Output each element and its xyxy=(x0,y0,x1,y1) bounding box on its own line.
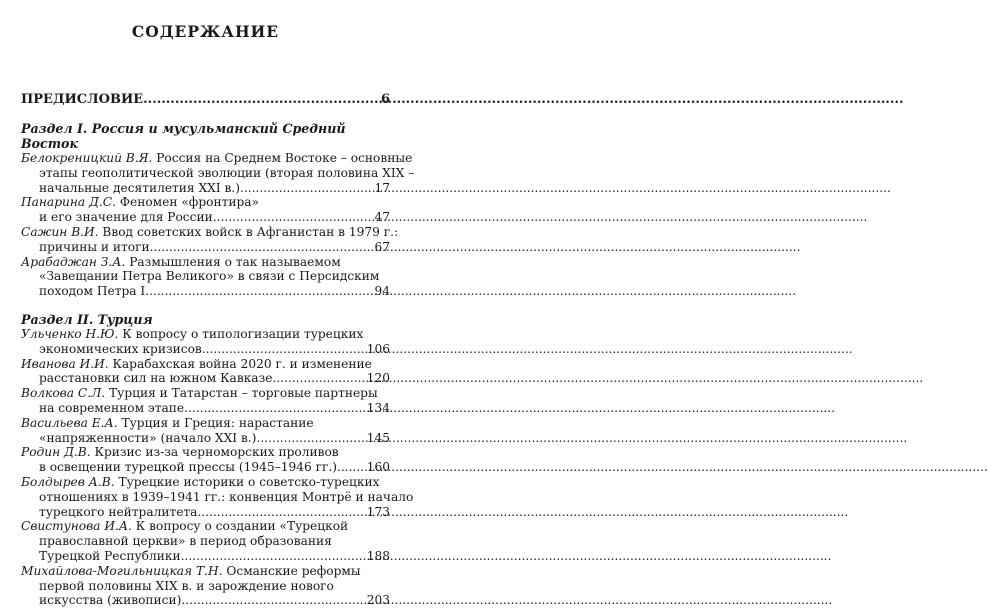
leader-dots xyxy=(217,210,374,225)
entry-title-line: Размышления о так называемом xyxy=(125,254,341,269)
entry-page-number: 17 xyxy=(374,180,390,195)
entry-text xyxy=(39,371,272,386)
entry-line xyxy=(21,549,390,564)
entry-line xyxy=(21,579,390,594)
entry-line xyxy=(21,534,390,549)
entry-author: Свистунова И.А. xyxy=(21,519,132,534)
entry-line xyxy=(21,371,390,386)
entry-line xyxy=(21,284,390,299)
entry-title-line: Россия на Среднем Востоке – основные xyxy=(152,151,413,165)
entry-author: Ульченко Н.Ю. xyxy=(21,326,119,341)
entry-title-line: «напряженности» (начало XXI в.) xyxy=(39,430,257,445)
table-of-contents xyxy=(21,92,415,608)
entry-page-number: 134 xyxy=(366,400,390,415)
section-heading: Раздел II. Турция xyxy=(21,311,153,327)
entry-line xyxy=(21,327,390,342)
entry-text xyxy=(21,519,348,534)
entry-line xyxy=(21,357,390,372)
entry-line xyxy=(21,210,390,225)
entry-title-line: турецкого нейтралитета xyxy=(39,504,198,519)
entry-text xyxy=(39,181,240,196)
leader-dots xyxy=(197,505,365,520)
entry-text xyxy=(39,431,256,446)
entry-title-line: искусства (живописи) xyxy=(39,593,182,608)
leader-dots xyxy=(143,92,380,108)
entry-author: Белокреницкий В.Я. xyxy=(21,151,153,165)
entry-page-number: 67 xyxy=(374,239,390,254)
preface-title: ПРЕДИСЛОВИЕ xyxy=(21,92,144,107)
entry-line xyxy=(21,240,390,255)
leader-dots xyxy=(181,593,365,608)
entry-page-number: 203 xyxy=(366,593,390,608)
entry-line xyxy=(21,269,390,284)
entry-text xyxy=(39,401,184,416)
entry-text xyxy=(21,386,378,401)
entry-line xyxy=(21,593,390,608)
leader-dots xyxy=(184,401,366,416)
entry-title-line: Кризис из-за черноморских проливов xyxy=(90,445,339,460)
entry-text xyxy=(21,357,372,372)
section-heading: Раздел I. Россия и мусульманский Средний Восток xyxy=(21,121,346,151)
entry-line xyxy=(21,431,390,446)
entry-text xyxy=(39,284,145,299)
entry-text xyxy=(39,240,150,255)
entry-author: Сажин В.И. xyxy=(21,224,99,239)
entry-line xyxy=(21,489,414,505)
entry-text xyxy=(39,593,181,608)
toc-entry[interactable] xyxy=(21,386,390,416)
entry-title-line: этапы геополитической эволюции (вторая половина XIX – xyxy=(39,165,415,180)
entry-author: Панарина Д.С. xyxy=(21,195,116,210)
entry-page-number: 160 xyxy=(366,460,390,475)
toc-entry[interactable] xyxy=(21,255,390,299)
entry-title-line: отношениях в 1939–1941 гг.: конвенция Монтрё и начало xyxy=(39,489,414,504)
entry-text xyxy=(39,579,334,594)
entry-author: Арабаджан З.А. xyxy=(21,254,126,269)
entry-title-line: на современном этапе xyxy=(39,400,185,415)
entry-title-line: экономических кризисов xyxy=(39,341,202,356)
entry-title-line: первой половины XIX в. и зарождение нового xyxy=(39,578,334,593)
toc-entry[interactable] xyxy=(21,416,390,446)
entry-text xyxy=(39,534,332,549)
entry-line xyxy=(21,401,390,416)
leader-dots xyxy=(145,284,373,299)
toc-entry[interactable] xyxy=(21,519,390,563)
entry-page-number: 145 xyxy=(366,430,390,445)
entry-page-number: 173 xyxy=(366,504,390,519)
entry-text xyxy=(21,475,380,490)
leader-dots xyxy=(256,431,365,446)
entry-text xyxy=(39,549,181,564)
page-title: СОДЕРЖАНИЕ xyxy=(131,22,280,41)
entry-title-line: расстановки сил на южном Кавказе xyxy=(39,371,273,386)
entry-author: Волкова С.Л. xyxy=(21,386,106,401)
leader-dots xyxy=(202,342,366,357)
entry-title-line: начальные десятилетия XXI в.) xyxy=(39,180,241,195)
entry-title-line: Феномен «фронтира» xyxy=(116,195,260,210)
toc-sections xyxy=(21,121,415,608)
entry-author: Михайлова-Могильницкая Т.Н. xyxy=(21,563,223,578)
entry-text xyxy=(21,225,398,240)
entry-page-number: 94 xyxy=(374,284,390,299)
entry-page-number: 120 xyxy=(366,371,390,386)
entry-text xyxy=(21,195,259,210)
leader-dots xyxy=(181,549,366,564)
entry-line xyxy=(21,505,390,520)
toc-entry[interactable] xyxy=(21,564,390,608)
entry-text xyxy=(39,210,217,225)
entry-line xyxy=(21,445,390,460)
leader-dots xyxy=(337,460,366,475)
entry-author: Родин Д.В. xyxy=(21,445,91,460)
entry-page-number: 106 xyxy=(366,341,390,356)
entry-text xyxy=(21,327,363,342)
entry-author: Болдырев А.В. xyxy=(21,474,115,489)
entry-text xyxy=(21,255,341,270)
entry-title-line: походом Петра I xyxy=(39,284,146,299)
entry-title-line: в освещении турецкой прессы (1945–1946 гг.) xyxy=(39,460,337,475)
entry-title-line: Турция и Татарстан – торговые партнеры xyxy=(105,386,378,401)
entry-title-line: Турция и Греция: нарастание xyxy=(117,415,314,430)
entry-author: Иванова И.И. xyxy=(21,356,109,371)
entry-author: Васильева Е.А. xyxy=(21,415,118,430)
entry-line xyxy=(21,460,390,475)
entry-title-line: причины и итоги xyxy=(39,239,150,254)
toc-entry-preface[interactable] xyxy=(21,92,390,108)
toc-entry[interactable] xyxy=(21,151,415,195)
entry-text xyxy=(21,416,314,431)
entry-title-line: православной церкви» в период образования xyxy=(39,534,332,549)
entry-line xyxy=(21,255,390,270)
entry-line xyxy=(21,564,390,579)
entry-page-number: 188 xyxy=(366,548,390,563)
entry-line xyxy=(21,475,390,490)
entry-line xyxy=(21,224,399,240)
entry-line xyxy=(21,151,413,166)
entry-line xyxy=(21,519,390,534)
entry-text xyxy=(39,490,413,505)
entry-text xyxy=(39,269,379,284)
entry-title-line: Ввод советских войск в Афганистан в 1979 г.: xyxy=(98,224,399,239)
leader-dots xyxy=(272,371,365,386)
entry-line xyxy=(21,165,415,181)
entry-line xyxy=(21,342,390,357)
entry-text xyxy=(39,166,414,181)
entry-text xyxy=(21,564,361,579)
entry-page-number: 47 xyxy=(374,210,390,225)
entry-text xyxy=(21,445,339,460)
entry-title-line: и его значение для России. xyxy=(39,210,217,225)
entry-text xyxy=(39,460,337,475)
entry-title-line: Османские реформы xyxy=(222,563,361,578)
toc-entry[interactable] xyxy=(21,224,399,255)
preface-page-number: 6 xyxy=(380,92,390,107)
entry-line xyxy=(21,195,390,210)
leader-dots xyxy=(150,240,374,255)
entry-text xyxy=(21,151,412,166)
toc-entry[interactable] xyxy=(21,445,390,475)
entry-title-line: К вопросу о создании «Турецкой xyxy=(131,519,349,534)
entry-title-line: К вопросу о типологизации турецких xyxy=(118,326,364,341)
toc-entry[interactable] xyxy=(21,474,414,519)
entry-title-line: Турецкой Республики xyxy=(39,548,181,563)
leader-dots xyxy=(240,181,373,196)
toc-entry[interactable] xyxy=(21,327,390,357)
entry-text xyxy=(39,505,197,520)
entry-line xyxy=(21,181,390,196)
toc-entry[interactable] xyxy=(21,195,390,225)
toc-entry[interactable] xyxy=(21,357,390,387)
entry-text xyxy=(39,342,202,357)
entry-title-line: «Завещании Петра Великого» в связи с Персидским xyxy=(39,269,380,284)
entry-title-line: Карабахская война 2020 г. и изменение xyxy=(108,356,372,371)
toc-page xyxy=(0,0,415,608)
entry-line xyxy=(21,386,390,401)
entry-title-line: Турецкие историки о советско-турецких xyxy=(114,474,380,489)
entry-line xyxy=(21,416,390,431)
